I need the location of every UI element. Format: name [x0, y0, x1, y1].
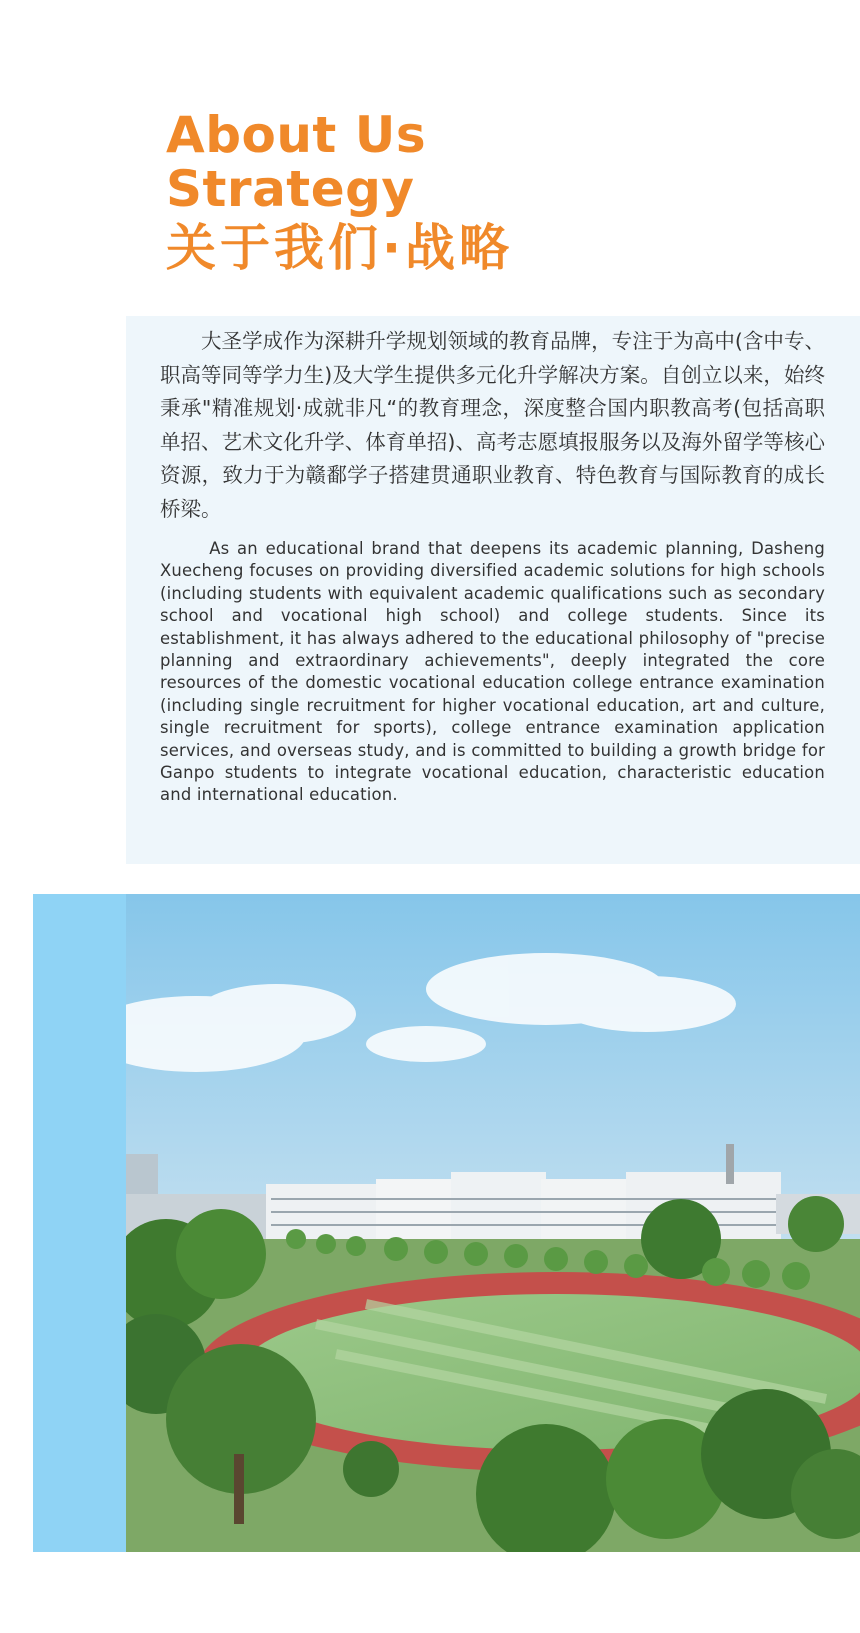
campus-photo — [126, 894, 860, 1552]
campus-illustration — [126, 894, 860, 1552]
title-cn: 关于我们·战略 — [166, 219, 513, 277]
title-en-line2: Strategy — [166, 160, 415, 218]
intro-chinese-paragraph: 大圣学成作为深耕升学规划领域的教育品牌，专注于为高中(含中专、职高等同等学力生)及大学生提供多元化升学解决方案。自创立以来，始终秉承"精准规划·成就非凡“的教育理念，深度整合国内职教高考(包括高职单招、艺术文化升学、体育单招)、高考志愿填报服务以及海外留学等核心资源，致力于为赣鄱学子搭建贯通职业教育、特色教育与国际教育的成长桥梁。 — [160, 329, 825, 521]
decorative-side-bar — [33, 894, 128, 1552]
page-title — [166, 108, 513, 278]
title-en-line1: About Us — [166, 106, 427, 164]
intro-english-paragraph: As an educational brand that deepens its academic planning, Dasheng Xuecheng focuses on providing diversified academic solutions for high schools (including students with equivalent academic qualifications such as secondary school and vocational high school) and college students. Since its establishment, it has always adhered to the educational philosophy of "precise planning and extraordinary achievements", deeply integrated the core resources of the domestic vocational education college entrance examination (including single recruitment for higher vocational education, art and culture, single recruitment for sports), college entrance examination application services, and overseas study, and is committed to building a growth bridge for Ganpo students to integrate vocational education, characteristic education and international education. — [160, 539, 825, 805]
